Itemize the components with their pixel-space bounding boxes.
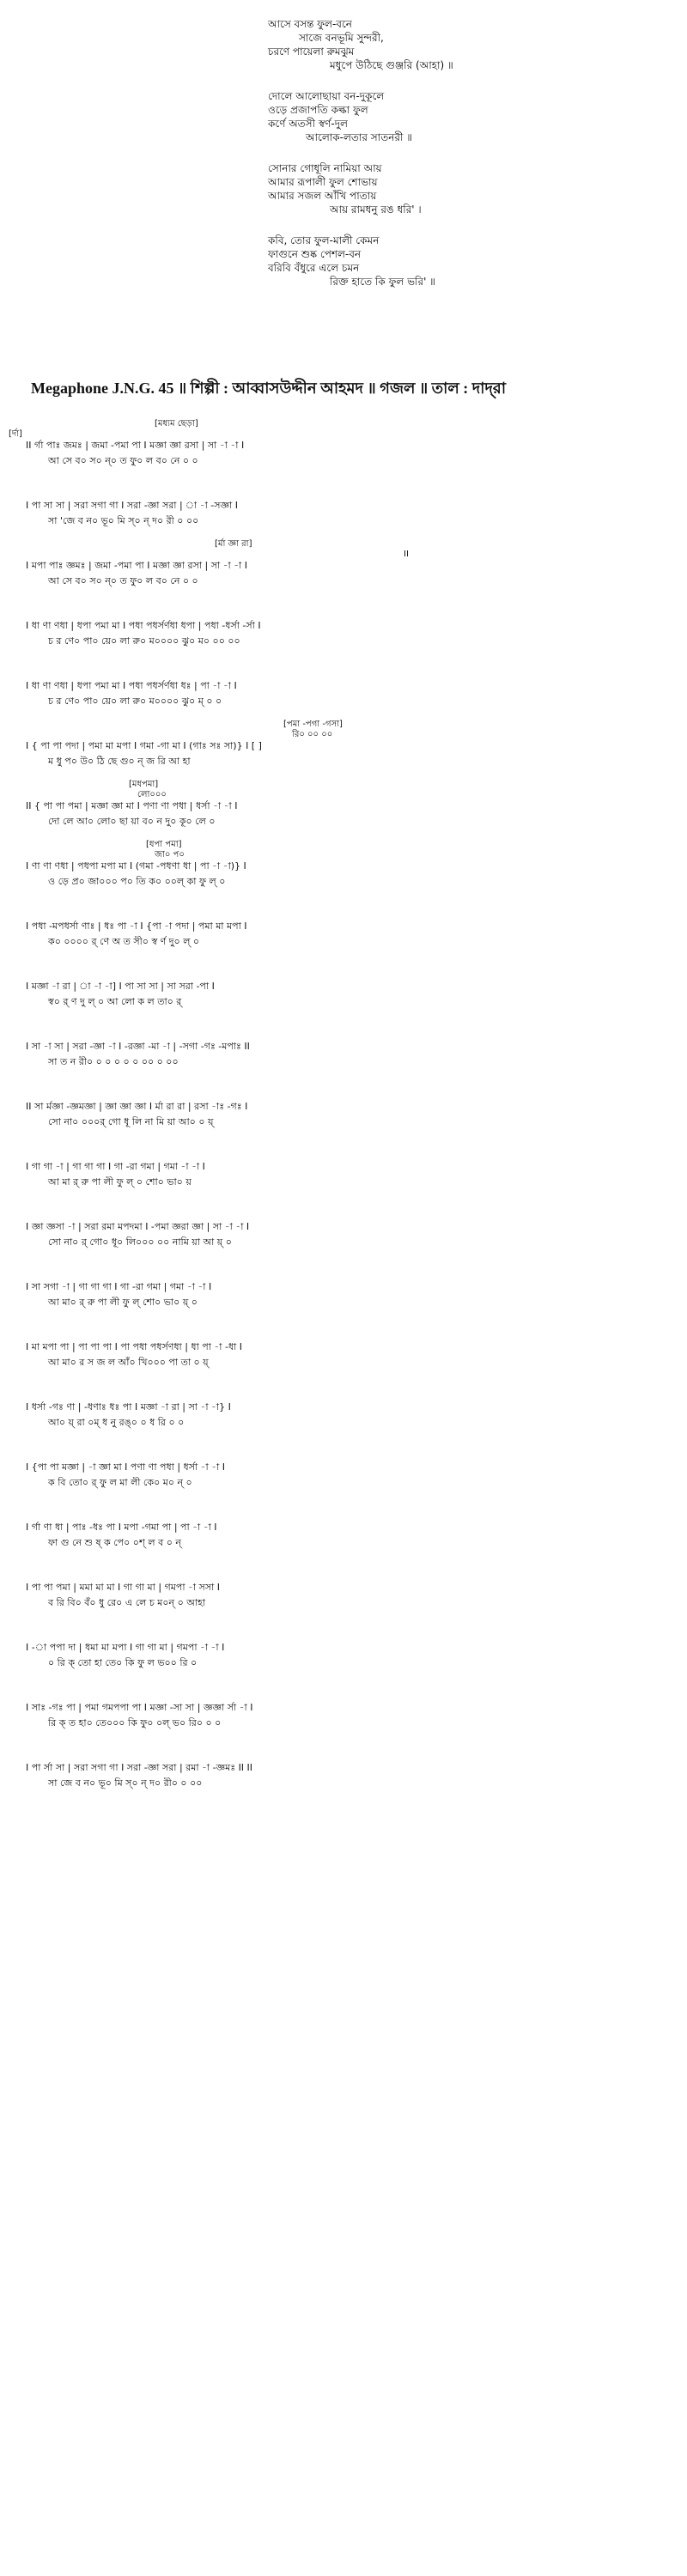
- notation-row: [0, 421, 687, 481]
- swara-line: I র্গা ণা ধা | পাঃ -ধঃ পা I মপা -গমা পা | পা -া -া I: [26, 1522, 217, 1533]
- lyric-line: আ সে ব০ স০ ন্‌০ ত ফু০ ল ব০ নে ০ ০: [48, 455, 198, 466]
- lyric-line: ক০ ০০০০ র্‌ ণে অ ত সী০ স্ব র্ণ দু০ ল্‌ ০: [48, 936, 200, 947]
- lyric-line: আ মা র্‌ রু পা লী ফু ল্‌ ০ শো০ ভা০ য়: [48, 1176, 192, 1188]
- notation-row: [0, 1443, 687, 1503]
- lyric-line: সো না০ র্‌ গো০ ধূ০ লি০০০ ০০ নামি য়া আ য়্‌ ০: [48, 1236, 232, 1248]
- swara-line: I ধর্সা -গঃ ণা | -ধণাঃ ধঃ পা I মজ্ঞা -া রা | সা -া -া} I: [26, 1401, 231, 1413]
- lyric-line: স্ব০ র্‌ ণ দু ল্‌ ০ আ লো ক ল তা০ র্‌: [48, 996, 182, 1007]
- notation-annotation: [র্দা]: [9, 429, 22, 439]
- lyric-line: সা 'জে ব ন০ ভূ০ মি স্‌০ ন্‌ দ০ রী ০ ০০: [48, 515, 199, 526]
- notation-row: [0, 1202, 687, 1262]
- notation-annotation: [পমা -পগা -গসা]: [283, 720, 343, 729]
- lyric-line: সা জে ব ন০ ভূ০ মি স্‌০ ন্‌ দ০ রী০ ০ ০০: [48, 1777, 203, 1789]
- lyric-line: আ মা০ র্‌ রু পা লী ফু ল্‌ শো০ ভা০ য়্‌ ০: [48, 1297, 198, 1308]
- lyric-line: সা ত ন রী০ ০ ০ ০ ০ ০ ০০ ০ ০০: [48, 1056, 179, 1067]
- swara-line: I ণা ণা ণধা | পধপা মপা মা I (গমা -পধণা ধা | পা -া -া)} I: [26, 860, 246, 872]
- poem-line: রিক্ত হাতে কি ফুল ভরি' ॥: [330, 276, 435, 288]
- notation-row: [0, 1322, 687, 1382]
- swara-line: I -া পপা দা | ধমা মা মপা I গা গা মা | গমপা -া -া I: [26, 1642, 225, 1653]
- notation-row: [0, 902, 687, 962]
- record-info: Megaphone J.N.G. 45 ॥ শিল্পী : আব্বাসউদ্দীন আহমদ ॥ গজল ॥ তাল : দাদ্‌রা: [31, 380, 507, 397]
- notation-row: [0, 481, 687, 541]
- swara-line: II র্গা পাঃ জমঃ | জমা -পমা পা I মজ্ঞা জ্ঞা রসা | সা -া -া I: [26, 440, 245, 451]
- poem-line: আয় রামধনু রঙ ধরি' ।: [330, 204, 422, 216]
- swara-line: I পধা -মপধর্সা ণাঃ | ধঃ পা -া I {পা -া পদা | পমা মা মপা I: [26, 920, 247, 932]
- poem-line: কবি, তোর ফুল-মালী কেমন: [268, 234, 380, 246]
- poem-lyrics: [268, 17, 577, 306]
- lyric-line: ও ড়ে প্র০ জা০০০ প০ তি ক০ ০০ল্‌ কা ফু ল্‌ ০: [48, 876, 226, 887]
- poem-line: আসে বসন্ত ফুল-বনে: [268, 18, 352, 30]
- swara-line: I মা মপা পা | পা পা পা I পা পধা পধর্সণধা | ধা পা -া -ধা I: [26, 1341, 243, 1352]
- lyric-line: ক বি তো০ র্‌ ফু ল মা লী কে০ ম০ ন্‌ ০: [48, 1477, 192, 1488]
- swara-line: I { পা পা পদা | পমা মা মপা I গমা -গা মা I (গাঃ সঃ সা)} I [ ]: [26, 740, 262, 751]
- swara-line: I {পা পা মজ্ঞা | -া জ্ঞা মা I পণা ণা পধা | ধর্সা -া -া I: [26, 1461, 226, 1473]
- poem-line: আমার সজল আঁখি পাতায়: [268, 190, 377, 202]
- notation-row: [0, 1382, 687, 1443]
- poem-line: ফাগুনে শুষ্ক পেশল-বন: [268, 248, 362, 260]
- notation-row: [0, 721, 687, 781]
- poem-line: দোলে আলোছায়া বন-দুকূলে: [268, 90, 385, 102]
- swara-line: I পা সা সা | সরা সগা গা I সরা -জ্ঞা সরা | া -া -সজ্ঞা I: [26, 500, 238, 511]
- notation-annotation: জা০ প০: [155, 850, 185, 860]
- notation-row: [0, 962, 687, 1022]
- poem-stanza: [268, 17, 577, 72]
- swara-line: II সা র্মজ্ঞা -জ্ঞমজ্ঞা | জ্ঞা জ্ঞা জ্ঞা I র্মা রা রা | রসা -াঃ -গঃ I: [26, 1101, 248, 1112]
- poem-line: সাজে বনভূমি সুন্দরী,: [299, 32, 384, 44]
- poem-line: কর্ণে অতসী স্বর্ণ-দুল: [268, 118, 348, 130]
- notation-row: [0, 601, 687, 661]
- lyric-line: চ র ণে০ পা০ য়ে০ লা রু০ ম০০০০ ঝু০ ম্‌ ০ ০: [48, 696, 222, 707]
- lyric-line: চ র ণে০ পা০ য়ে০ লা রু০ ম০০০০ ঝু০ ম০ ০০ ০০: [48, 635, 240, 647]
- swara-line: I সাঃ -গঃ পা | পমা গমপপা পা I মজ্ঞা -সা সা | জ্ঞজ্ঞা র্সা -া I: [26, 1702, 253, 1713]
- notation-row: [0, 1082, 687, 1142]
- notation-row: [0, 1623, 687, 1683]
- swara-line: I সা -া সা | সরা -জ্ঞা -া I -রজ্ঞা -মা -া | -সগা -গঃ -মপাঃ II: [26, 1041, 250, 1052]
- notation-row: [0, 1503, 687, 1563]
- swara-line: I ধা ণা ণধা | ধপা পমা মা I পধা পধর্সর্ণধা ধপা | পধা -ধর্সা -র্সা I: [26, 620, 261, 631]
- notation-row: [0, 1743, 687, 1803]
- poem-line: চরণে পায়েলা রুমঝুম: [268, 46, 355, 58]
- lyric-line: আ সে ব০ স০ ন্‌০ ত ফু০ ল ব০ নে ০ ০: [48, 575, 198, 586]
- notation-row: [0, 781, 687, 841]
- swara-line: I পা পা পমা | মমা মা মা I গা গা মা | গমপা -া সসা I: [26, 1582, 221, 1593]
- poem-stanza: [268, 234, 577, 289]
- notation-annotation: [র্মা জ্ঞা রা]: [215, 539, 252, 549]
- notation-row: [0, 1262, 687, 1322]
- poem-line: বরিবি বঁধুরে এলে চমন: [268, 262, 360, 274]
- swara-line: I গা গা -া | গা গা গা I গা -রা গমা | গমা -া -া I: [26, 1161, 205, 1172]
- poem-stanza: [268, 161, 577, 216]
- lyric-line: সো না০ ০০০র্‌ গো ধূ লি না মি য়া আ০ ০ য়্‌: [48, 1116, 214, 1127]
- lyric-line: ০ রি ক্‌ তো হা তে০ কি ফু ল ভ০০ রি ০: [48, 1657, 198, 1668]
- swara-line: I ধা ণা ণধা | ধপা পমা মা I পধা পধর্সর্ণধা ধঃ | পা -া -া I: [26, 680, 237, 691]
- swara-line: I মজ্ঞা -া রা | া -া -া] I পা সা সা | সা সরা -পা I: [26, 981, 215, 992]
- notation-annotation: [মধপমা]: [129, 780, 159, 789]
- lyric-line: ম ধু প০ উ০ ঠি ছে গু০ ন্‌ জ রি আ হা: [48, 756, 191, 767]
- poem-line: মধুপে উঠিছে গুঞ্জরি (আহা) ॥: [330, 59, 453, 71]
- notation-sheet: [0, 421, 687, 1803]
- notation-annotation: রি০ ০০ ০০: [292, 730, 333, 739]
- notation-row: [0, 1683, 687, 1743]
- swara-line: II { পা পা পমা | মজ্ঞা জ্ঞা মা I পণা ণা পধা | ধর্সা -া -া I: [26, 800, 238, 811]
- notation-row: [0, 1022, 687, 1082]
- lyric-line: আ০ য়্‌ রা ০ম্‌ ধ নু রঙ্‌০ ০ ধ রি ০ ০: [48, 1417, 185, 1428]
- poem-line: ওড়ে প্রজাপতি কল্কা ফুল: [268, 104, 368, 116]
- lyric-line: দো লে আ০ লো০ ছা য়া ব০ ন দু০ কূ০ লে ০: [48, 816, 216, 827]
- poem-stanza: [268, 89, 577, 144]
- poem-line: আমার রূপালী ফুল শোভায়: [268, 176, 378, 188]
- notation-annotation: II: [404, 550, 409, 559]
- poem-line: আলোক-লতার সাতনরী ॥: [306, 131, 413, 143]
- notation-row: [0, 1563, 687, 1623]
- notation-annotation: [ধপা পমা]: [146, 840, 182, 849]
- notation-row: [0, 661, 687, 721]
- lyric-line: ব রি বি০ বঁ০ ধু রে০ এ লে চ ম০ন্‌ ০ আহা: [48, 1597, 206, 1608]
- notation-annotation: লো০০০: [137, 790, 167, 799]
- swara-line: I সা সগা -া | গা গা গা I গা -রা গমা | গমা -া -া I: [26, 1281, 212, 1292]
- swara-line: I মপা পাঃ জ্ঞমঃ | জমা -পমা পা I মজ্ঞা জ্ঞা রসা | সা -া -া I: [26, 560, 248, 571]
- swara-line: I পা র্সা সা | সরা সগা গা I সরা -জ্ঞা সরা | রমা -া -জ্ঞমঃ II II: [26, 1762, 253, 1773]
- notation-annotation: [মধ্যম ছেড়া]: [155, 419, 198, 428]
- lyric-line: ফা গু নে শু ষ্‌ ক পে০ ০শ্‌ ল ব ০ ন্‌: [48, 1537, 181, 1548]
- poem-line: সোনার গোধূলি নামিয়া আয়: [268, 162, 382, 174]
- lyric-line: আ মা০ র স জ ল আঁ০ খি০০০ পা তা ০ য়্‌: [48, 1357, 209, 1368]
- notation-row: [0, 1142, 687, 1202]
- notation-row: [0, 841, 687, 902]
- notation-row: [0, 541, 687, 601]
- lyric-line: রি ক্‌ ত হা০ তে০০০ কি ফু০ ০ল্‌ ভ০ রি০ ০ ০: [48, 1717, 222, 1728]
- swara-line: I জ্ঞা জ্ঞসা -া | সরা রমা মপদমা I -পমা জ্ঞরা জ্ঞা | সা -া -া I: [26, 1221, 250, 1232]
